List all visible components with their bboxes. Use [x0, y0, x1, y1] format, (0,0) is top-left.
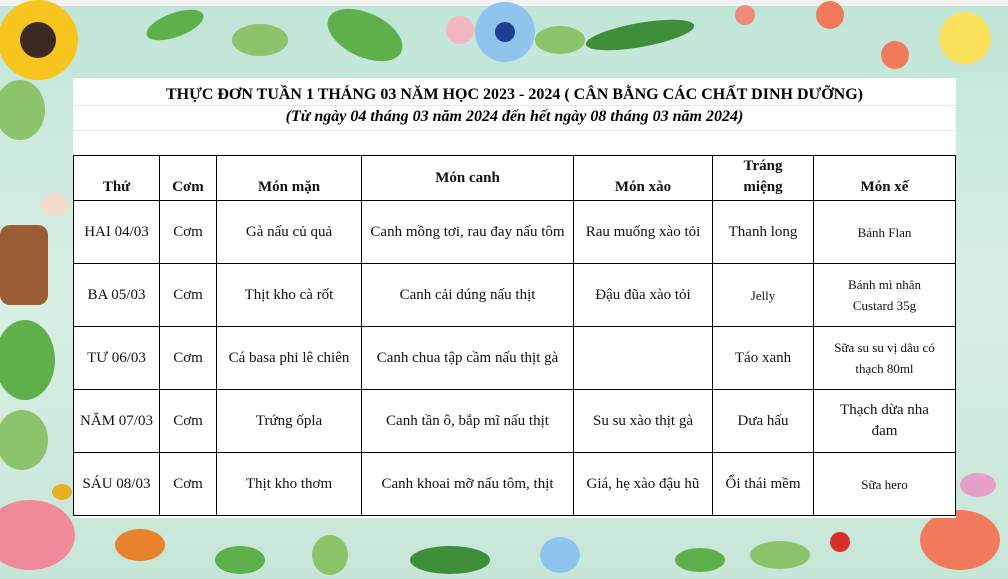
sun-icon [939, 12, 991, 64]
cell-dessert: Ổi thái mềm [713, 453, 814, 516]
cell-snack: Sữa su su vị dâu có thạch 80ml [814, 327, 956, 390]
weekly-menu-table [73, 155, 956, 516]
cell-rice: Cơm [160, 201, 217, 264]
gridline [73, 105, 956, 106]
cell-dessert: Dưa hấu [713, 390, 814, 453]
butterfly-right-icon [960, 473, 996, 497]
cell-rice: Cơm [160, 327, 217, 390]
menu-date-range: (Từ ngày 04 tháng 03 năm 2024 đến hết ngày 08 tháng 03 năm 2024) [285, 108, 744, 125]
blue-flower-icon [475, 2, 535, 62]
cell-main: Trứng ốpla [217, 390, 362, 453]
cell-day: TƯ 06/03 [74, 327, 160, 390]
ladybug-icon [830, 532, 850, 552]
cell-snack: Thạch dừa nha đam [814, 390, 956, 453]
cell-soup: Canh chua tập cầm nấu thịt gà [362, 327, 574, 390]
cell-stirfry: Đậu đũa xào tỏi [574, 264, 713, 327]
column-header-rice: Cơm [160, 156, 217, 201]
cell-soup: Canh khoai mỡ nấu tôm, thịt [362, 453, 574, 516]
cell-soup: Canh cải dúng nấu thịt [362, 264, 574, 327]
cell-stirfry: Giá, hẹ xào đậu hũ [574, 453, 713, 516]
cell-main: Thịt kho thơm [217, 453, 362, 516]
cell-dessert: Jelly [713, 264, 814, 327]
cell-rice: Cơm [160, 453, 217, 516]
table-row [74, 327, 956, 390]
table-row [74, 453, 956, 516]
cell-stirfry [574, 327, 713, 390]
cell-soup: Canh mồng tơi, rau đay nấu tôm [362, 201, 574, 264]
cell-rice: Cơm [160, 264, 217, 327]
column-header-snack: Món xế [814, 156, 956, 201]
table-header-row [74, 156, 956, 201]
table-row [74, 201, 956, 264]
cell-main: Thịt kho cà rốt [217, 264, 362, 327]
cell-main: Gà nấu củ quả [217, 201, 362, 264]
cell-soup: Canh tần ô, bắp mĩ nấu thịt [362, 390, 574, 453]
sunflower-icon [0, 0, 78, 80]
cell-snack: Sữa hero [814, 453, 956, 516]
table-row [74, 264, 956, 327]
cell-rice: Cơm [160, 390, 217, 453]
cell-stirfry: Rau muống xào tỏi [574, 201, 713, 264]
gridline [73, 130, 956, 131]
table-row [74, 390, 956, 453]
menu-title: THỰC ĐƠN TUẦN 1 THÁNG 03 NĂM HỌC 2023 - 2024 ( CÂN BẰNG CÁC CHẤT DINH DƯỠNG) [165, 86, 864, 103]
cell-day: SÁU 08/03 [74, 453, 160, 516]
butterfly-icon [115, 529, 165, 561]
cell-day: NĂM 07/03 [74, 390, 160, 453]
bee-icon [52, 484, 72, 500]
column-header-dessert: Tráng miệng [713, 156, 814, 201]
cell-snack: Bánh mì nhân Custard 35g [814, 264, 956, 327]
cell-snack: Bánh Flan [814, 201, 956, 264]
column-header-stirfry: Món xào [574, 156, 713, 201]
cell-day: BA 05/03 [74, 264, 160, 327]
cell-main: Cá basa phi lê chiên [217, 327, 362, 390]
column-header-day: Thứ [74, 156, 160, 201]
column-header-soup: Món canh [362, 156, 574, 201]
cell-dessert: Thanh long [713, 201, 814, 264]
bunny-icon [41, 193, 69, 217]
column-header-main: Món mặn [217, 156, 362, 201]
tree-stump-icon [0, 225, 48, 305]
cell-day: HAI 04/03 [74, 201, 160, 264]
cell-stirfry: Su su xào thịt gà [574, 390, 713, 453]
cell-dessert: Táo xanh [713, 327, 814, 390]
